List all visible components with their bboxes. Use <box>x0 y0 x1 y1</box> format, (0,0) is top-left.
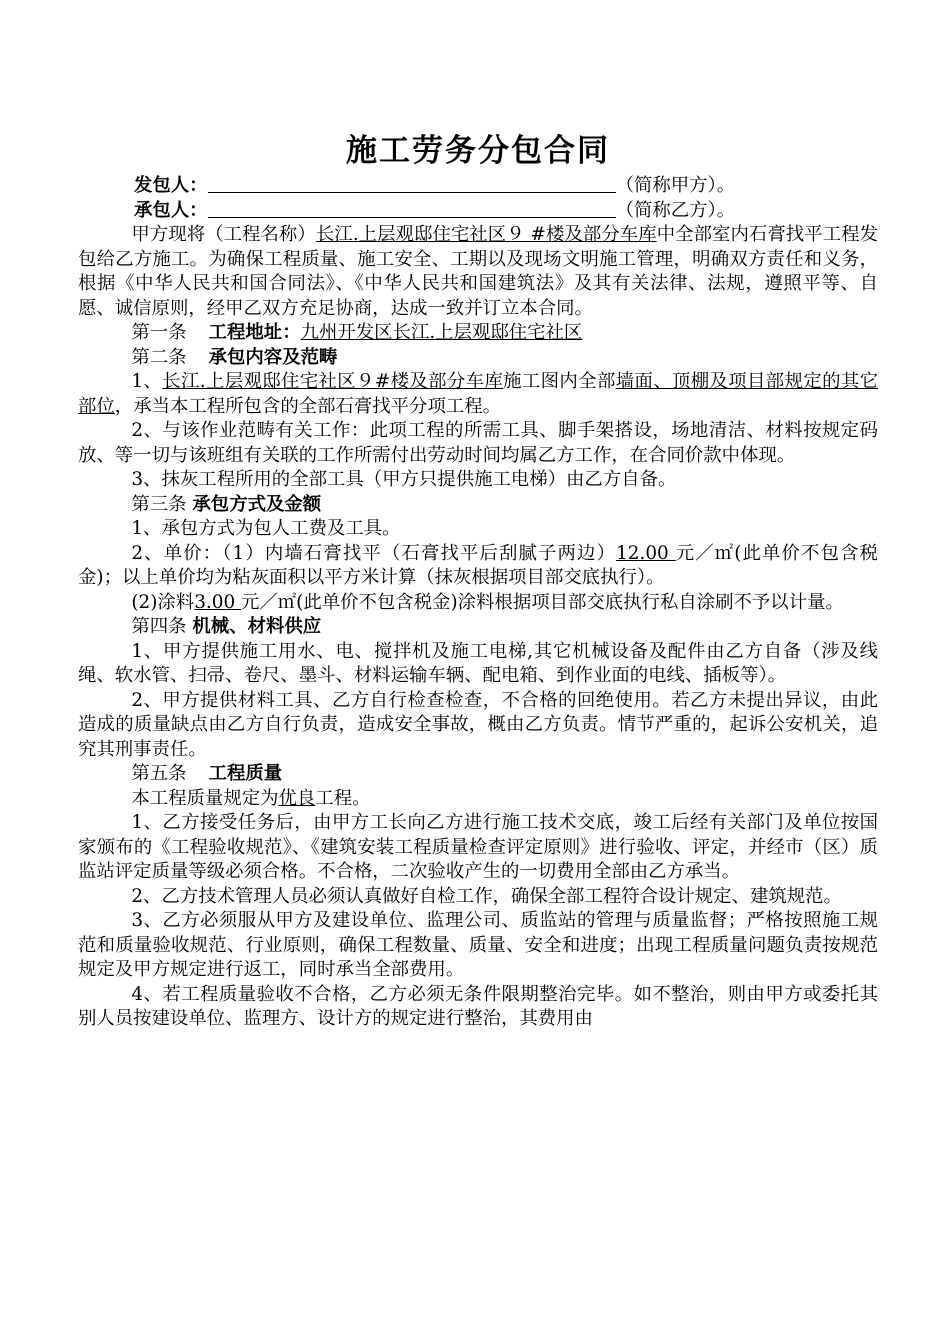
article-5-item-1: 1、乙方接受任务后，由甲方工长向乙方进行施工技术交底，竣工后经有关部门及单位按国家颁布的《工程验收规范》、《建筑安装工程质量检查评定原则》进行验收、评定，并经市（区）质监站评定质量等级必须合格。不合格，二次验收产生的一切费用全部由乙方承当。 <box>78 812 878 882</box>
article-5-quality-before: 本工程质量规定为 <box>131 787 279 809</box>
contractor-blank <box>208 199 616 218</box>
page-title: 施工劳务分包合同 <box>346 133 610 169</box>
article-2-heading <box>78 346 878 371</box>
article-5-heading <box>78 762 878 787</box>
article-5-quality-level: 优良 <box>278 787 316 809</box>
article-3-item-2-after: 元／㎡(此单价不包含税金)；以上单价均为粘灰面积以平方米计算（抹灰根据项目部交底执行）。 <box>78 542 878 588</box>
employer-label: 发包人： <box>134 175 208 196</box>
article-4-heading <box>78 615 878 640</box>
intro-paragraph <box>78 223 878 321</box>
article-3-item-2-price: 12.00 <box>616 542 676 564</box>
article-3-heading <box>78 493 878 518</box>
article-4-item-1: 1、甲方提供施工用水、电、搅拌机及施工电梯,其它机械设备及配件由乙方自备（涉及线绳、软水管、扫帚、卷尺、墨斗、材料运输车辆、配电箱、到作业面的电线、插板等）。 <box>78 640 878 686</box>
article-1-address: 九州开发区长江.上层观邸住宅社区 <box>300 322 583 343</box>
article-4-num: 第四条 <box>131 616 187 637</box>
article-1-label: 工程地址： <box>208 322 301 343</box>
intro-project: 长江.上层观邸住宅社区９ #楼及部分车库 <box>315 224 657 245</box>
article-3-item-3-after: 元／㎡(此单价不包含税金)涂料根据项目部交底执行私自涂刷不予以计量。 <box>241 591 844 613</box>
article-2-item-1-mid: 施工图内全部 <box>503 371 616 392</box>
contractor-suffix: （简称乙方）。 <box>615 199 736 221</box>
intro-after: 中全部室内石膏找平工程发包给乙方施工。为确保工程质量、施工安全、工期以及现场文明施工管理，明确双方责任和义务，根据《中华人民共和国合同法》、《中华人民共和国建筑法》及其有关法律、法规，遵照平等、自愿、诚信原则，经甲乙双方充足协商，达成一致并订立本合同。 <box>78 224 878 319</box>
article-2-item-1-project: 长江.上层观邸住宅社区９#楼及部分车库 <box>162 371 504 392</box>
article-2-item-1-prefix: 1、 <box>131 371 163 392</box>
article-2-item-1-after: ，承当本工程所包含的全部石膏找平分项工程。 <box>114 395 502 417</box>
article-2-item-1 <box>78 370 878 419</box>
article-3-item-1: 1、承包方式为包人工费及工具。 <box>131 518 401 539</box>
article-3-num: 第三条 <box>131 493 187 515</box>
contractor-line <box>78 199 878 224</box>
intro-before: 甲方现将（工程名称） <box>131 224 316 245</box>
article-5-item-3: 3、乙方必须服从甲方及建设单位、监理公司、质监站的管理与质量监督；严格按照施工规范和质量验收规范、行业原则，确保工程数量、质量、安全和进度；出现工程质量问题负责按规范规定及甲方规定进行返工，同时承当全部费用。 <box>78 910 878 980</box>
article-2-item-3: 3、抹灰工程所用的全部工具（甲方只提供施工电梯）由乙方自备。 <box>131 469 677 490</box>
article-4-title: 机械、材料供应 <box>192 616 322 637</box>
article-2-num: 第二条 <box>131 346 187 368</box>
article-2-item-2: 2、与该作业范畴有关工作：此项工程的所需工具、脚手架搭设，场地清洁、材料按规定码放、等一切与该班组有关联的工作所需付出劳动时间均属乙方工作，在合同价款中体现。 <box>78 420 878 466</box>
article-3-item-2 <box>78 542 878 591</box>
article-3-item-3-before: (2)涂料 <box>131 591 195 613</box>
employer-blank <box>208 174 616 193</box>
contractor-label: 承包人： <box>134 199 208 221</box>
article-3-item-2-before: 2、单价：（1）内墙石膏找平（石膏找平后刮腻子两边） <box>131 542 617 564</box>
article-2-item-1-scope: 墙面、顶棚及项目部规定的其它部位 <box>78 371 878 417</box>
article-5-quality <box>78 787 878 812</box>
article-3-title: 承包方式及金额 <box>192 493 322 515</box>
article-3-item-3-price: 3.00 <box>194 591 241 613</box>
article-3-item-3 <box>78 591 878 616</box>
article-5-title: 工程质量 <box>208 763 283 784</box>
article-2-title: 承包内容及范畴 <box>208 346 338 368</box>
article-5-item-4: 4、若工程质量验收不合格，乙方必须无条件限期整治完毕。如不整治，则由甲方或委托其别人员按建设单位、监理方、设计方的规定进行整治，其费用由 <box>78 983 878 1029</box>
employer-line <box>78 174 878 199</box>
article-5-num: 第五条 <box>131 763 187 784</box>
article-1 <box>78 321 878 346</box>
article-5-item-2: 2、乙方技术管理人员必须认真做好自检工作，确保全部工程符合设计规定、建筑规范。 <box>131 885 842 907</box>
article-5-quality-after: 工程。 <box>315 787 371 809</box>
article-1-num: 第一条 <box>131 322 187 343</box>
contract-page <box>78 128 878 1032</box>
employer-suffix: （简称甲方）。 <box>615 175 736 196</box>
article-4-item-2: 2、甲方提供材料工具、乙方自行检查检查，不合格的回绝使用。若乙方未提出异议，由此造成的质量缺点由乙方自行负责，造成安全事故，概由乙方负责。情节严重的，起诉公安机关，追究其刑事责任。 <box>78 689 878 760</box>
